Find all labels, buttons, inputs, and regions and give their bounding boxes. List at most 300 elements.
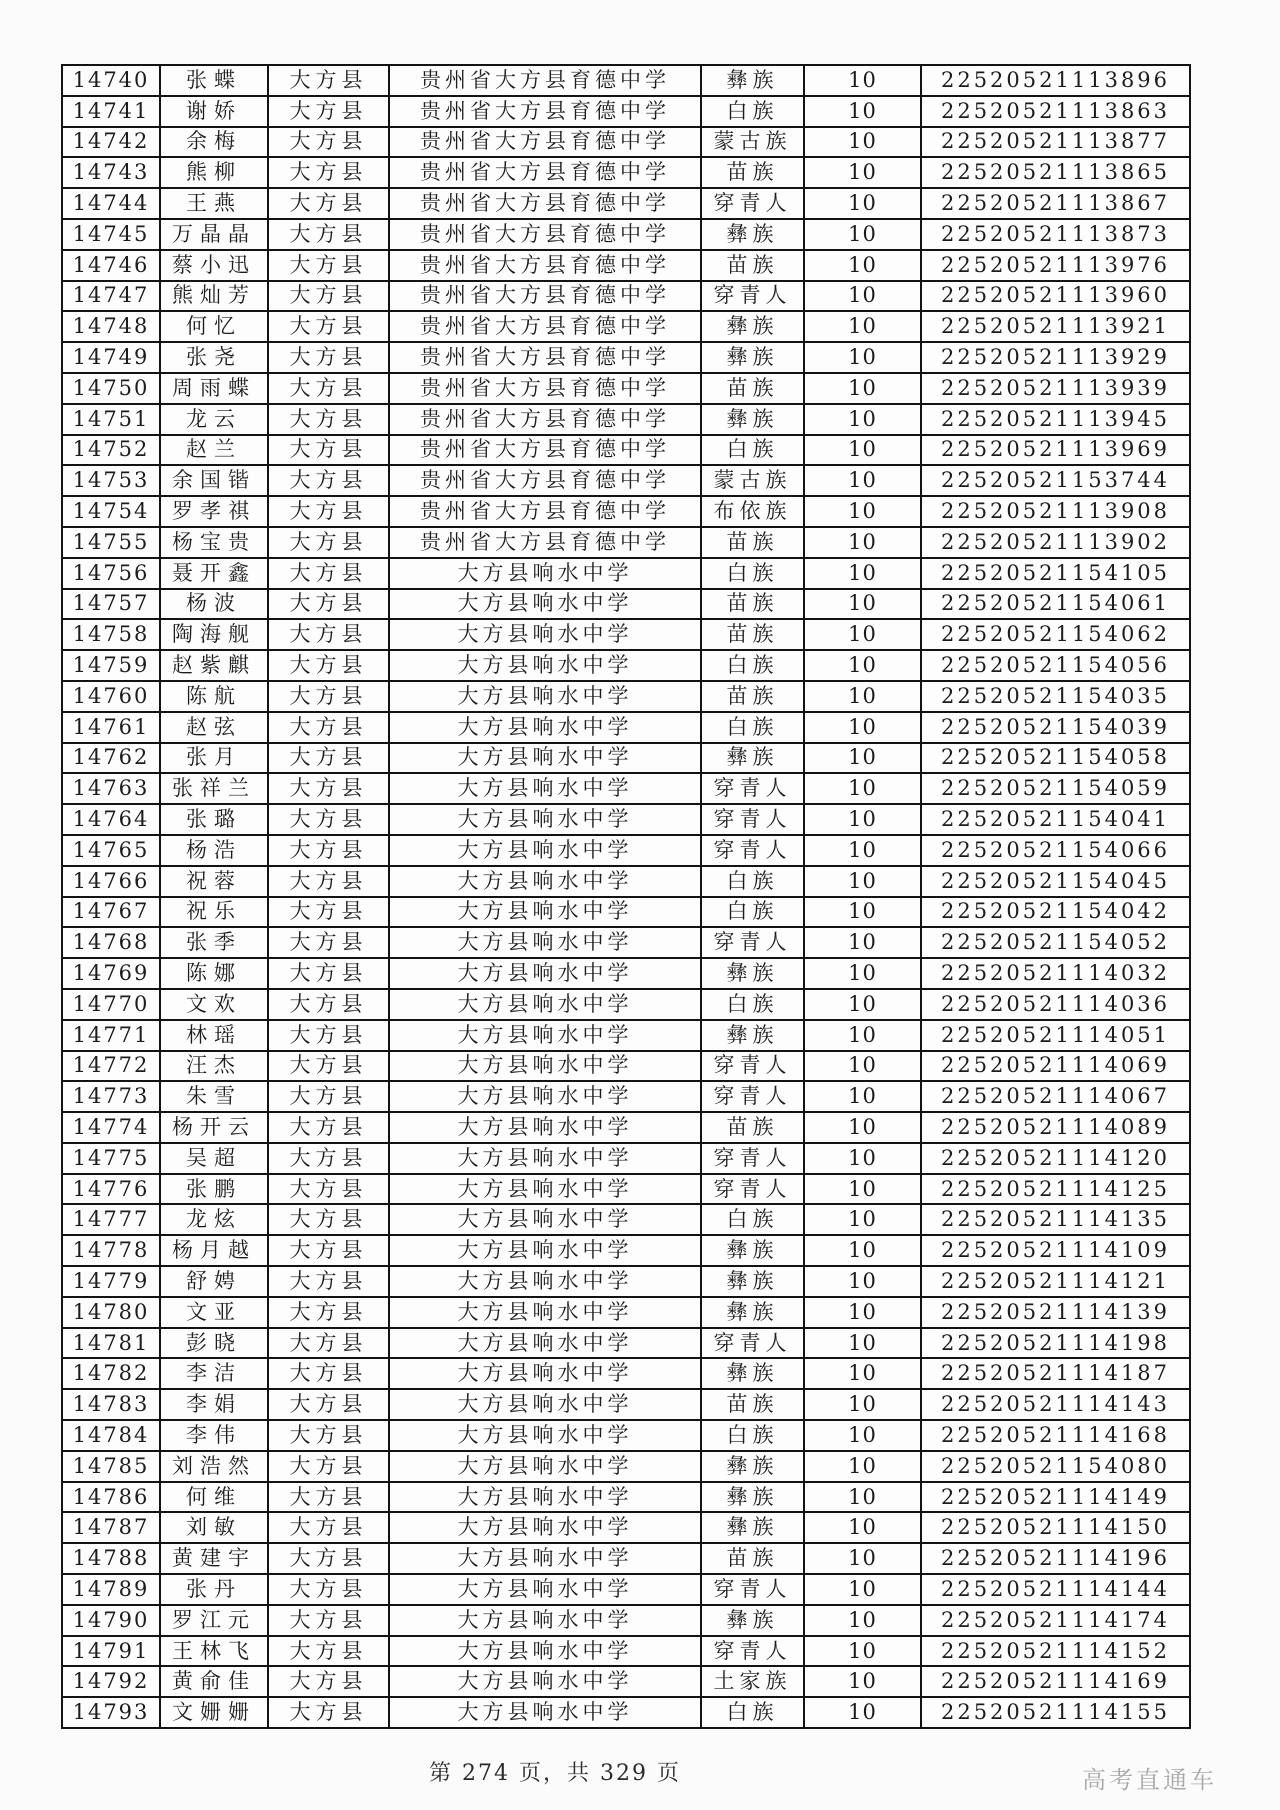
exam-no-cell: 22520521154066 — [921, 835, 1190, 866]
school-cell: 大方县响水中学 — [389, 1451, 701, 1482]
exam-no-cell: 22520521154059 — [921, 773, 1190, 804]
county-cell: 大方县 — [268, 496, 389, 527]
name-cell: 张丹 — [160, 1574, 268, 1605]
exam-no-cell: 22520521114036 — [921, 989, 1190, 1020]
table-row — [62, 835, 1190, 866]
serial-cell: 14782 — [62, 1358, 160, 1389]
exam-no-cell: 22520521114143 — [921, 1389, 1190, 1420]
table-row — [62, 404, 1190, 435]
school-cell: 大方县响水中学 — [389, 1143, 701, 1174]
name-cell: 黄建宇 — [160, 1543, 268, 1574]
exam-no-cell: 22520521114168 — [921, 1420, 1190, 1451]
school-cell: 贵州省大方县育德中学 — [389, 435, 701, 466]
county-cell: 大方县 — [268, 1420, 389, 1451]
serial-cell: 14757 — [62, 589, 160, 620]
bonus-cell: 10 — [804, 1420, 921, 1451]
table-row — [62, 558, 1190, 589]
name-cell: 龙炫 — [160, 1204, 268, 1235]
county-cell: 大方县 — [268, 127, 389, 158]
name-cell: 黄俞佳 — [160, 1666, 268, 1697]
county-cell: 大方县 — [268, 1143, 389, 1174]
name-cell: 李洁 — [160, 1358, 268, 1389]
bonus-cell: 10 — [804, 1451, 921, 1482]
name-cell: 谢娇 — [160, 96, 268, 127]
school-cell: 贵州省大方县育德中学 — [389, 219, 701, 250]
county-cell: 大方县 — [268, 589, 389, 620]
table-row — [62, 1297, 1190, 1328]
serial-cell: 14775 — [62, 1143, 160, 1174]
bonus-cell: 10 — [804, 712, 921, 743]
bonus-cell: 10 — [804, 188, 921, 219]
county-cell: 大方县 — [268, 1174, 389, 1205]
name-cell: 朱雪 — [160, 1081, 268, 1112]
county-cell: 大方县 — [268, 435, 389, 466]
serial-cell: 14769 — [62, 958, 160, 989]
table-row — [62, 866, 1190, 897]
name-cell: 罗孝祺 — [160, 496, 268, 527]
ethnicity-cell: 苗族 — [701, 681, 804, 712]
school-cell: 贵州省大方县育德中学 — [389, 157, 701, 188]
ethnicity-cell: 苗族 — [701, 1543, 804, 1574]
name-cell: 周雨蝶 — [160, 373, 268, 404]
table-row — [62, 1574, 1190, 1605]
ethnicity-cell: 彝族 — [701, 1266, 804, 1297]
name-cell: 祝乐 — [160, 897, 268, 928]
county-cell: 大方县 — [268, 835, 389, 866]
school-cell: 大方县响水中学 — [389, 1081, 701, 1112]
bonus-cell: 10 — [804, 65, 921, 96]
name-cell: 刘浩然 — [160, 1451, 268, 1482]
ethnicity-cell: 穿青人 — [701, 927, 804, 958]
school-cell: 大方县响水中学 — [389, 681, 701, 712]
ethnicity-cell: 蒙古族 — [701, 127, 804, 158]
school-cell: 贵州省大方县育德中学 — [389, 465, 701, 496]
serial-cell: 14790 — [62, 1605, 160, 1636]
name-cell: 彭晓 — [160, 1328, 268, 1359]
ethnicity-cell: 白族 — [701, 989, 804, 1020]
county-cell: 大方县 — [268, 188, 389, 219]
ethnicity-cell: 彝族 — [701, 743, 804, 774]
serial-cell: 14773 — [62, 1081, 160, 1112]
county-cell: 大方县 — [268, 712, 389, 743]
school-cell: 大方县响水中学 — [389, 927, 701, 958]
serial-cell: 14774 — [62, 1112, 160, 1143]
county-cell: 大方县 — [268, 1512, 389, 1543]
name-cell: 杨宝贵 — [160, 527, 268, 558]
county-cell: 大方县 — [268, 342, 389, 373]
county-cell: 大方县 — [268, 1605, 389, 1636]
exam-no-cell: 22520521114144 — [921, 1574, 1190, 1605]
school-cell: 大方县响水中学 — [389, 1020, 701, 1051]
bonus-cell: 10 — [804, 681, 921, 712]
school-cell: 大方县响水中学 — [389, 1358, 701, 1389]
serial-cell: 14768 — [62, 927, 160, 958]
bonus-cell: 10 — [804, 1636, 921, 1667]
table-row — [62, 1605, 1190, 1636]
ethnicity-cell: 彝族 — [701, 342, 804, 373]
county-cell: 大方县 — [268, 1328, 389, 1359]
serial-cell: 14761 — [62, 712, 160, 743]
page-number: 第 274 页，共 329 页 — [429, 1761, 681, 1786]
bonus-cell: 10 — [804, 281, 921, 312]
name-cell: 蔡小迅 — [160, 250, 268, 281]
serial-cell: 14792 — [62, 1666, 160, 1697]
name-cell: 赵兰 — [160, 435, 268, 466]
school-cell: 贵州省大方县育德中学 — [389, 496, 701, 527]
bonus-cell: 10 — [804, 342, 921, 373]
ethnicity-cell: 穿青人 — [701, 1174, 804, 1205]
exam-no-cell: 22520521154052 — [921, 927, 1190, 958]
table-row — [62, 311, 1190, 342]
name-cell: 熊灿芳 — [160, 281, 268, 312]
county-cell: 大方县 — [268, 1020, 389, 1051]
name-cell: 王林飞 — [160, 1636, 268, 1667]
table-row — [62, 65, 1190, 96]
bonus-cell: 10 — [804, 404, 921, 435]
name-cell: 张季 — [160, 927, 268, 958]
serial-cell: 14753 — [62, 465, 160, 496]
serial-cell: 14755 — [62, 527, 160, 558]
bonus-cell: 10 — [804, 1666, 921, 1697]
serial-cell: 14793 — [62, 1697, 160, 1728]
exam-no-cell: 22520521114032 — [921, 958, 1190, 989]
name-cell: 杨浩 — [160, 835, 268, 866]
table-row — [62, 527, 1190, 558]
name-cell: 林瑶 — [160, 1020, 268, 1051]
name-cell: 万晶晶 — [160, 219, 268, 250]
school-cell: 大方县响水中学 — [389, 1574, 701, 1605]
exam-no-cell: 22520521114125 — [921, 1174, 1190, 1205]
county-cell: 大方县 — [268, 250, 389, 281]
ethnicity-cell: 彝族 — [701, 1451, 804, 1482]
serial-cell: 14772 — [62, 1051, 160, 1082]
name-cell: 李娟 — [160, 1389, 268, 1420]
county-cell: 大方县 — [268, 311, 389, 342]
table-row — [62, 127, 1190, 158]
bonus-cell: 10 — [804, 1543, 921, 1574]
county-cell: 大方县 — [268, 1051, 389, 1082]
name-cell: 张祥兰 — [160, 773, 268, 804]
exam-no-cell: 22520521113945 — [921, 404, 1190, 435]
bonus-cell: 10 — [804, 435, 921, 466]
exam-no-cell: 22520521113908 — [921, 496, 1190, 527]
serial-cell: 14791 — [62, 1636, 160, 1667]
ethnicity-cell: 彝族 — [701, 1512, 804, 1543]
county-cell: 大方县 — [268, 1666, 389, 1697]
bonus-cell: 10 — [804, 1235, 921, 1266]
exam-no-cell: 22520521114139 — [921, 1297, 1190, 1328]
ethnicity-cell: 白族 — [701, 650, 804, 681]
name-cell: 张蝶 — [160, 65, 268, 96]
ethnicity-cell: 穿青人 — [701, 1574, 804, 1605]
serial-cell: 14740 — [62, 65, 160, 96]
bonus-cell: 10 — [804, 958, 921, 989]
ethnicity-cell: 穿青人 — [701, 1081, 804, 1112]
school-cell: 大方县响水中学 — [389, 1543, 701, 1574]
bonus-cell: 10 — [804, 127, 921, 158]
table-row — [62, 1420, 1190, 1451]
serial-cell: 14746 — [62, 250, 160, 281]
ethnicity-cell: 土家族 — [701, 1666, 804, 1697]
bonus-cell: 10 — [804, 989, 921, 1020]
serial-cell: 14777 — [62, 1204, 160, 1235]
name-cell: 王燕 — [160, 188, 268, 219]
county-cell: 大方县 — [268, 1389, 389, 1420]
bonus-cell: 10 — [804, 1358, 921, 1389]
exam-no-cell: 22520521153744 — [921, 465, 1190, 496]
table-row — [62, 250, 1190, 281]
serial-cell: 14760 — [62, 681, 160, 712]
bonus-cell: 10 — [804, 250, 921, 281]
serial-cell: 14778 — [62, 1235, 160, 1266]
ethnicity-cell: 苗族 — [701, 1389, 804, 1420]
school-cell: 大方县响水中学 — [389, 1204, 701, 1235]
table-row — [62, 1266, 1190, 1297]
table-row — [62, 1666, 1190, 1697]
serial-cell: 14763 — [62, 773, 160, 804]
ethnicity-cell: 穿青人 — [701, 804, 804, 835]
serial-cell: 14758 — [62, 619, 160, 650]
table-row — [62, 1389, 1190, 1420]
bonus-cell: 10 — [804, 1051, 921, 1082]
serial-cell: 14752 — [62, 435, 160, 466]
bonus-cell: 10 — [804, 1112, 921, 1143]
exam-no-cell: 22520521113960 — [921, 281, 1190, 312]
table-row — [62, 743, 1190, 774]
bonus-cell: 10 — [804, 1482, 921, 1513]
table-row — [62, 712, 1190, 743]
school-cell: 贵州省大方县育德中学 — [389, 404, 701, 435]
table-row — [62, 1512, 1190, 1543]
serial-cell: 14765 — [62, 835, 160, 866]
table-row — [62, 897, 1190, 928]
ethnicity-cell: 苗族 — [701, 373, 804, 404]
name-cell: 杨月越 — [160, 1235, 268, 1266]
table-row — [62, 1235, 1190, 1266]
bonus-cell: 10 — [804, 1512, 921, 1543]
name-cell: 李伟 — [160, 1420, 268, 1451]
name-cell: 张月 — [160, 743, 268, 774]
ethnicity-cell: 苗族 — [701, 589, 804, 620]
name-cell: 舒娉 — [160, 1266, 268, 1297]
school-cell: 大方县响水中学 — [389, 1266, 701, 1297]
county-cell: 大方县 — [268, 1636, 389, 1667]
school-cell: 大方县响水中学 — [389, 558, 701, 589]
name-cell: 陶海舰 — [160, 619, 268, 650]
school-cell: 贵州省大方县育德中学 — [389, 373, 701, 404]
watermark: 高考直通车 — [1082, 1766, 1217, 1794]
school-cell: 大方县响水中学 — [389, 619, 701, 650]
school-cell: 大方县响水中学 — [389, 589, 701, 620]
ethnicity-cell: 白族 — [701, 1420, 804, 1451]
name-cell: 余国锴 — [160, 465, 268, 496]
bonus-cell: 10 — [804, 1574, 921, 1605]
serial-cell: 14786 — [62, 1482, 160, 1513]
table-row — [62, 219, 1190, 250]
school-cell: 大方县响水中学 — [389, 743, 701, 774]
name-cell: 龙云 — [160, 404, 268, 435]
student-list-table — [61, 64, 1191, 1729]
exam-no-cell: 22520521154045 — [921, 866, 1190, 897]
school-cell: 大方县响水中学 — [389, 1697, 701, 1728]
serial-cell: 14785 — [62, 1451, 160, 1482]
bonus-cell: 10 — [804, 1266, 921, 1297]
bonus-cell: 10 — [804, 527, 921, 558]
exam-no-cell: 22520521114109 — [921, 1235, 1190, 1266]
exam-no-cell: 22520521154041 — [921, 804, 1190, 835]
serial-cell: 14788 — [62, 1543, 160, 1574]
exam-no-cell: 22520521113896 — [921, 65, 1190, 96]
table-row — [62, 773, 1190, 804]
exam-no-cell: 22520521114121 — [921, 1266, 1190, 1297]
county-cell: 大方县 — [268, 1482, 389, 1513]
table-row — [62, 1112, 1190, 1143]
exam-no-cell: 22520521113921 — [921, 311, 1190, 342]
exam-no-cell: 22520521154061 — [921, 589, 1190, 620]
county-cell: 大方县 — [268, 65, 389, 96]
table-row — [62, 1482, 1190, 1513]
name-cell: 刘敏 — [160, 1512, 268, 1543]
exam-no-cell: 22520521114152 — [921, 1636, 1190, 1667]
school-cell: 贵州省大方县育德中学 — [389, 127, 701, 158]
serial-cell: 14767 — [62, 897, 160, 928]
county-cell: 大方县 — [268, 619, 389, 650]
county-cell: 大方县 — [268, 1451, 389, 1482]
ethnicity-cell: 彝族 — [701, 1358, 804, 1389]
table-row — [62, 1204, 1190, 1235]
ethnicity-cell: 苗族 — [701, 619, 804, 650]
bonus-cell: 10 — [804, 373, 921, 404]
ethnicity-cell: 蒙古族 — [701, 465, 804, 496]
ethnicity-cell: 彝族 — [701, 1020, 804, 1051]
table-row — [62, 496, 1190, 527]
name-cell: 何忆 — [160, 311, 268, 342]
ethnicity-cell: 穿青人 — [701, 1051, 804, 1082]
bonus-cell: 10 — [804, 650, 921, 681]
table-row — [62, 958, 1190, 989]
table-row — [62, 1328, 1190, 1359]
exam-no-cell: 22520521113865 — [921, 157, 1190, 188]
ethnicity-cell: 彝族 — [701, 65, 804, 96]
school-cell: 大方县响水中学 — [389, 1605, 701, 1636]
exam-no-cell: 22520521113877 — [921, 127, 1190, 158]
serial-cell: 14764 — [62, 804, 160, 835]
table-row — [62, 619, 1190, 650]
exam-no-cell: 22520521114067 — [921, 1081, 1190, 1112]
bonus-cell: 10 — [804, 1328, 921, 1359]
serial-cell: 14751 — [62, 404, 160, 435]
serial-cell: 14787 — [62, 1512, 160, 1543]
serial-cell: 14756 — [62, 558, 160, 589]
school-cell: 大方县响水中学 — [389, 1482, 701, 1513]
table-row — [62, 1051, 1190, 1082]
table-row — [62, 989, 1190, 1020]
bonus-cell: 10 — [804, 1143, 921, 1174]
school-cell: 大方县响水中学 — [389, 1666, 701, 1697]
serial-cell: 14745 — [62, 219, 160, 250]
table-row — [62, 1543, 1190, 1574]
ethnicity-cell: 白族 — [701, 1204, 804, 1235]
school-cell: 大方县响水中学 — [389, 1112, 701, 1143]
county-cell: 大方县 — [268, 465, 389, 496]
serial-cell: 14789 — [62, 1574, 160, 1605]
school-cell: 大方县响水中学 — [389, 989, 701, 1020]
county-cell: 大方县 — [268, 373, 389, 404]
ethnicity-cell: 穿青人 — [701, 1328, 804, 1359]
exam-no-cell: 22520521114051 — [921, 1020, 1190, 1051]
county-cell: 大方县 — [268, 681, 389, 712]
ethnicity-cell: 彝族 — [701, 1605, 804, 1636]
serial-cell: 14779 — [62, 1266, 160, 1297]
county-cell: 大方县 — [268, 1235, 389, 1266]
bonus-cell: 10 — [804, 589, 921, 620]
bonus-cell: 10 — [804, 866, 921, 897]
bonus-cell: 10 — [804, 311, 921, 342]
exam-no-cell: 22520521114120 — [921, 1143, 1190, 1174]
bonus-cell: 10 — [804, 157, 921, 188]
county-cell: 大方县 — [268, 773, 389, 804]
county-cell: 大方县 — [268, 1543, 389, 1574]
exam-no-cell: 22520521114155 — [921, 1697, 1190, 1728]
table-row — [62, 1174, 1190, 1205]
serial-cell: 14783 — [62, 1389, 160, 1420]
table-row — [62, 96, 1190, 127]
table-row — [62, 188, 1190, 219]
ethnicity-cell: 苗族 — [701, 527, 804, 558]
name-cell: 张尧 — [160, 342, 268, 373]
exam-no-cell: 22520521114150 — [921, 1512, 1190, 1543]
ethnicity-cell: 苗族 — [701, 1112, 804, 1143]
school-cell: 贵州省大方县育德中学 — [389, 342, 701, 373]
ethnicity-cell: 彝族 — [701, 404, 804, 435]
ethnicity-cell: 彝族 — [701, 311, 804, 342]
bonus-cell: 10 — [804, 1605, 921, 1636]
name-cell: 赵紫麒 — [160, 650, 268, 681]
county-cell: 大方县 — [268, 281, 389, 312]
table-row — [62, 1636, 1190, 1667]
name-cell: 余梅 — [160, 127, 268, 158]
bonus-cell: 10 — [804, 1020, 921, 1051]
table-row — [62, 804, 1190, 835]
county-cell: 大方县 — [268, 1297, 389, 1328]
bonus-cell: 10 — [804, 1697, 921, 1728]
school-cell: 贵州省大方县育德中学 — [389, 527, 701, 558]
ethnicity-cell: 穿青人 — [701, 281, 804, 312]
name-cell: 陈航 — [160, 681, 268, 712]
school-cell: 贵州省大方县育德中学 — [389, 188, 701, 219]
county-cell: 大方县 — [268, 866, 389, 897]
name-cell: 陈娜 — [160, 958, 268, 989]
table-row — [62, 589, 1190, 620]
table-row — [62, 650, 1190, 681]
bonus-cell: 10 — [804, 897, 921, 928]
exam-no-cell: 22520521154035 — [921, 681, 1190, 712]
school-cell: 大方县响水中学 — [389, 1636, 701, 1667]
ethnicity-cell: 穿青人 — [701, 188, 804, 219]
exam-no-cell: 22520521114069 — [921, 1051, 1190, 1082]
exam-no-cell: 22520521114187 — [921, 1358, 1190, 1389]
serial-cell: 14749 — [62, 342, 160, 373]
county-cell: 大方县 — [268, 1204, 389, 1235]
table-row — [62, 1451, 1190, 1482]
table-row — [62, 927, 1190, 958]
ethnicity-cell: 苗族 — [701, 157, 804, 188]
county-cell: 大方县 — [268, 157, 389, 188]
ethnicity-cell: 白族 — [701, 558, 804, 589]
table-row — [62, 1143, 1190, 1174]
school-cell: 贵州省大方县育德中学 — [389, 311, 701, 342]
county-cell: 大方县 — [268, 558, 389, 589]
